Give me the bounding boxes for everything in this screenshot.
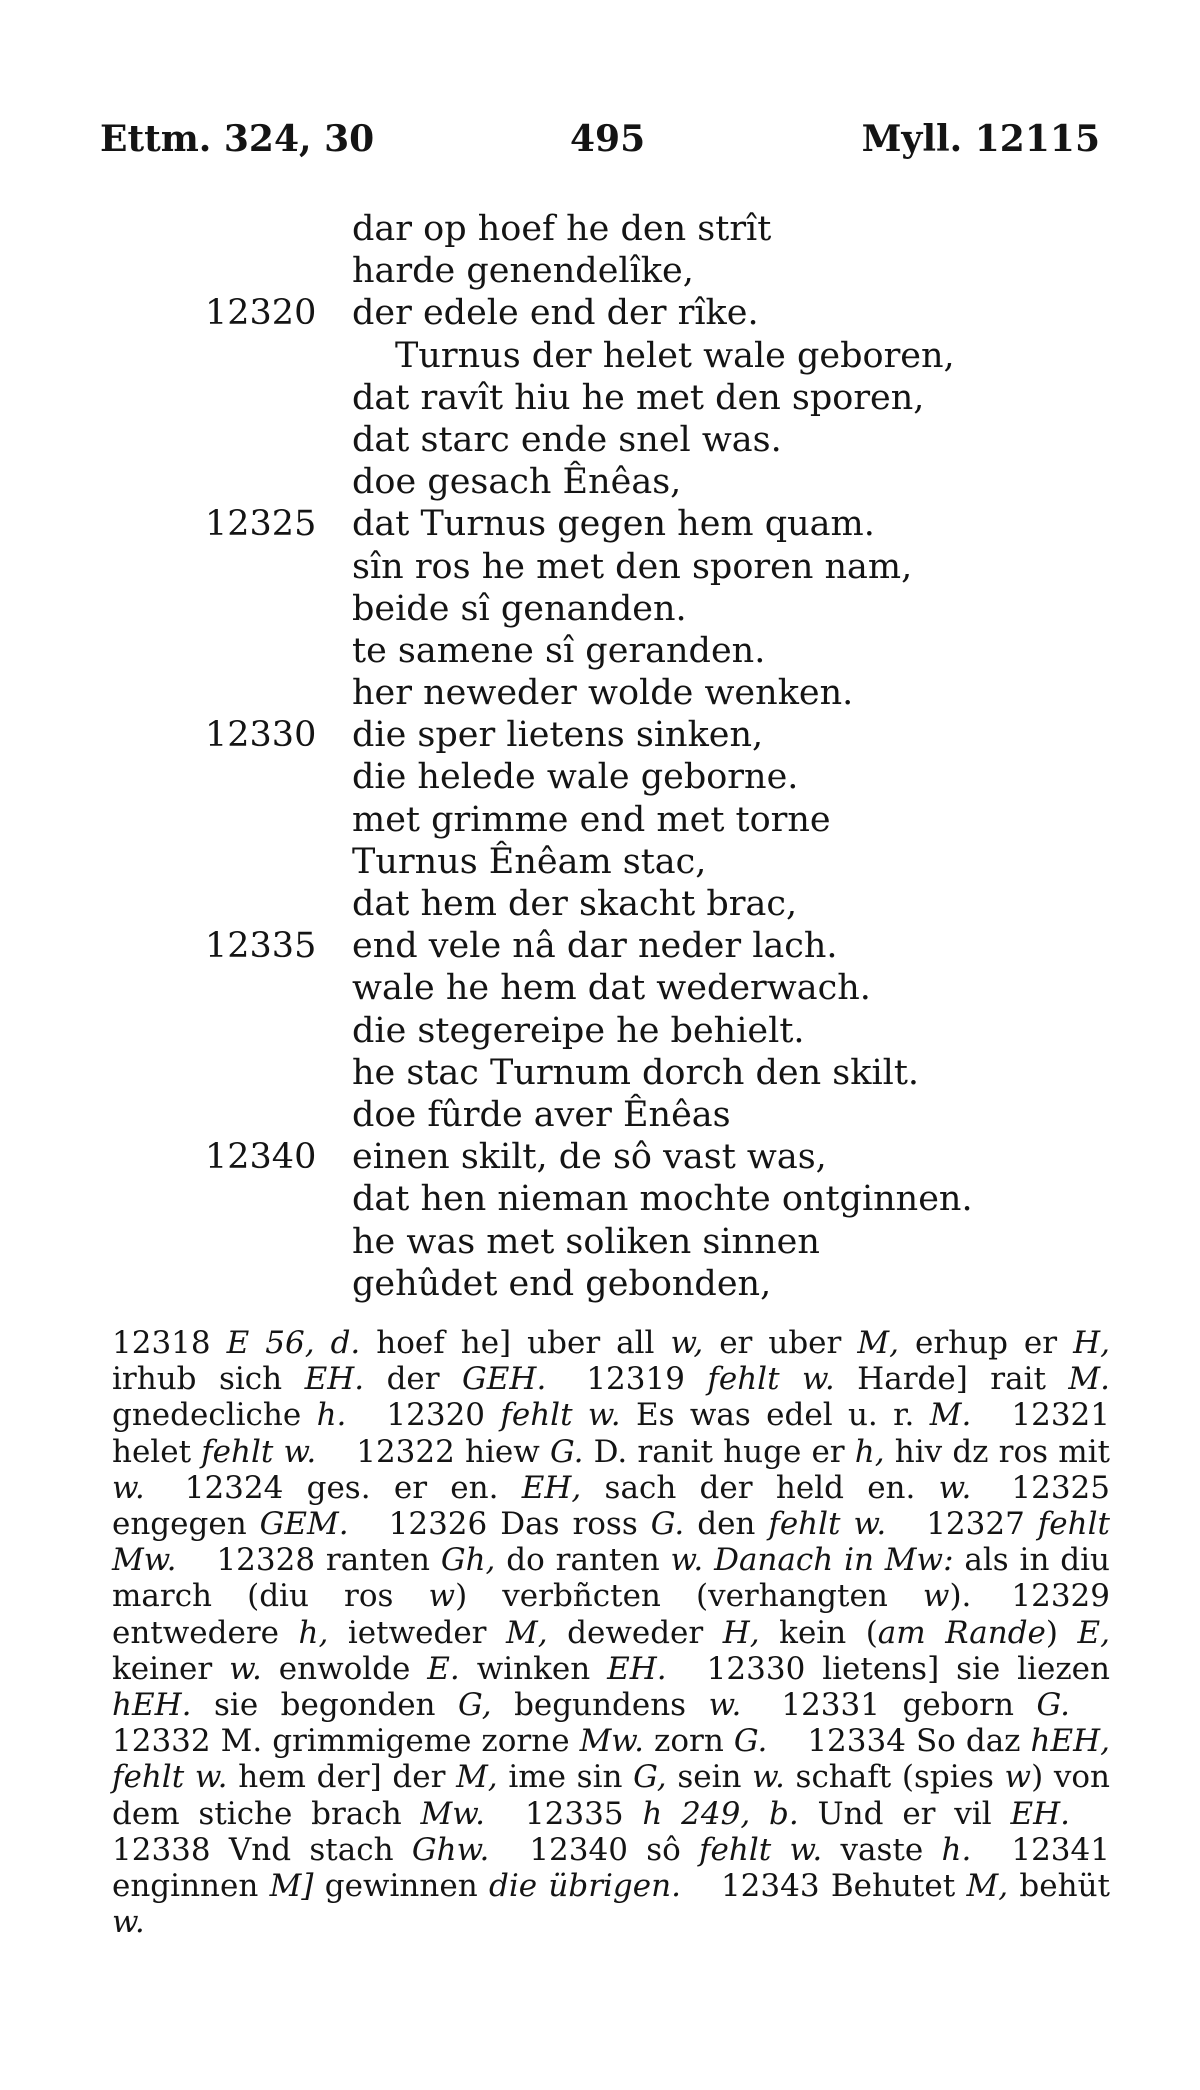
verse-line [0, 461, 1200, 503]
verse-line [0, 335, 1200, 377]
apparatus-text: irhub sich [112, 1361, 305, 1398]
apparatus-text: 12331 geborn [781, 1687, 1037, 1724]
apparatus-text: ime sin [497, 1759, 634, 1796]
siglum-italic: hEH, fehlt w. [112, 1723, 1110, 1796]
siglum-italic: EH. [1010, 1795, 1070, 1832]
verse-text-line: he was met soliken sinnen [352, 1221, 820, 1262]
apparatus-entry [185, 1470, 972, 1506]
verse-text-line: dat starc ende snel was. [352, 419, 782, 460]
apparatus-text: begundens [491, 1687, 709, 1724]
siglum-italic: w. [112, 1904, 145, 1941]
critical-apparatus [112, 1325, 1110, 1940]
verse-line [0, 1178, 1200, 1220]
siglum-italic: w. [229, 1650, 262, 1687]
apparatus-text: als in diu march (diu ros [112, 1542, 1111, 1615]
siglum-italic: Ghw. [411, 1831, 490, 1868]
apparatus-text: schaft (spies [784, 1759, 1005, 1796]
siglum-italic: M. [929, 1397, 972, 1434]
verse-text-line: dat Turnus gegen hem quam. [352, 504, 875, 545]
siglum-italic: fehlt w. [201, 1433, 317, 1470]
siglum-italic: fehlt w. [707, 1361, 835, 1398]
verse-text-line: die stegereipe he behielt. [352, 1010, 805, 1051]
verse-line [0, 588, 1200, 630]
siglum-italic: M. [1068, 1361, 1110, 1398]
siglum-italic: G. [733, 1723, 768, 1760]
verse-text-line: Turnus Ênêam stac, [352, 841, 707, 882]
verse-text-line: dat ravît hiu he met den sporen, [352, 377, 925, 418]
header-right-reference: Myll. 12115 [861, 118, 1100, 160]
verse-line [0, 1263, 1200, 1305]
verse-text-line: dat hem der skacht brac, [352, 884, 798, 924]
apparatus-text: 12324 ges. er en. [184, 1469, 522, 1506]
line-number: 12320 [205, 293, 317, 334]
apparatus-text: 12338 Vnd stach [112, 1831, 412, 1868]
apparatus-text: Harde] rait [834, 1361, 1069, 1398]
page-number: 495 [570, 118, 646, 160]
apparatus-text: keiner [112, 1650, 230, 1687]
verse-line [0, 1052, 1200, 1094]
siglum-italic: fehlt w. [699, 1831, 823, 1868]
verse-text-line: die sper lietens sinken, [352, 715, 764, 756]
siglum-italic: h 249, b. [642, 1795, 799, 1832]
apparatus-text: ) verbñcten (verhangten [455, 1578, 923, 1615]
siglum-italic: G. [549, 1433, 584, 1470]
apparatus-text: 12321 helet [112, 1397, 1110, 1470]
apparatus-text: do ranten [495, 1542, 671, 1579]
apparatus-text: 12329 entwedere [112, 1578, 1111, 1651]
verse-text-line: met grimme end met torne [352, 799, 831, 840]
siglum-italic: EH. [607, 1650, 667, 1687]
verse-line [0, 1136, 1200, 1178]
siglum-italic: w. [708, 1687, 742, 1724]
verse-text-line: Turnus der helet wale geboren, [395, 335, 955, 376]
apparatus-text: Und er vil [798, 1795, 1011, 1832]
apparatus-text: 12341 enginnen [112, 1831, 1110, 1905]
apparatus-text: hem der] der [227, 1759, 457, 1796]
apparatus-text: 12340 sô [529, 1831, 700, 1868]
apparatus-text: Es was edel u. r. [620, 1397, 930, 1434]
siglum-italic: fehlt w. [768, 1506, 887, 1543]
apparatus-text: 12322 hiew [356, 1433, 550, 1470]
siglum-italic: G. [1036, 1687, 1070, 1724]
siglum-italic: M, [506, 1614, 548, 1651]
verse-text-line: he stac Turnum dorch den skilt. [352, 1052, 920, 1093]
apparatus-text: 12327 [926, 1506, 1038, 1543]
apparatus-text: ietweder [328, 1614, 507, 1651]
siglum-italic: Mw. [579, 1723, 645, 1760]
verse-line [0, 756, 1200, 798]
apparatus-entry [525, 1796, 1070, 1832]
siglum-italic: w. [112, 1469, 145, 1506]
siglum-italic: die übrigen. [488, 1868, 681, 1905]
siglum-italic: M] [269, 1868, 314, 1905]
verse-text-line: wale he hem dat wederwach. [352, 968, 871, 1009]
apparatus-text: 12335 [524, 1795, 643, 1832]
verse-text-line: her neweder wolde wenken. [352, 673, 854, 714]
apparatus-text: winken [459, 1650, 608, 1687]
siglum-italic: H, [722, 1614, 760, 1651]
verse-line [0, 250, 1200, 292]
apparatus-text: 12326 Das ross [388, 1506, 651, 1543]
apparatus-text: 12325 engegen [112, 1469, 1110, 1543]
siglum-italic: E 56, d. [226, 1325, 361, 1361]
siglum-italic: w [1004, 1759, 1032, 1796]
verse-text-line: end vele nâ dar neder lach. [352, 926, 838, 967]
siglum-italic: w. Danach in Mw: [670, 1542, 954, 1579]
siglum-italic: w [428, 1578, 456, 1615]
siglum-italic: hEH. [112, 1687, 192, 1724]
verse-text-line: der edele end der rîke. [352, 293, 759, 334]
verse-line [0, 377, 1200, 419]
verse-text-line: gehûdet end gebonden, [352, 1263, 772, 1304]
apparatus-text: gewinnen [313, 1868, 489, 1905]
verse-line [0, 503, 1200, 545]
siglum-italic: h, [854, 1433, 885, 1470]
siglum-italic: M, [966, 1868, 1009, 1905]
verse-line [0, 630, 1200, 672]
apparatus-text: ) [1045, 1614, 1078, 1651]
apparatus-text: deweder [547, 1614, 723, 1651]
siglum-italic: M, [857, 1325, 899, 1361]
apparatus-text: 12319 [586, 1361, 708, 1398]
verse-text-line: dat hen nieman mochte ontginnen. [352, 1179, 973, 1220]
siglum-italic: G. [650, 1506, 685, 1543]
verse-line [0, 208, 1200, 250]
siglum-italic: w. [938, 1469, 972, 1506]
verse-text-line: einen skilt, de sô vast was, [352, 1137, 827, 1178]
apparatus-text: 12320 [386, 1397, 501, 1434]
verse-text-line: doe fûrde aver Ênêas [352, 1094, 731, 1135]
apparatus-entry [112, 1542, 1110, 1614]
apparatus-text: behüt [1008, 1868, 1110, 1905]
apparatus-text: sein [666, 1759, 753, 1796]
apparatus-entry [386, 1397, 971, 1433]
apparatus-text: 12330 lietens] sie liezen [706, 1650, 1110, 1687]
apparatus-text: 12328 ranten [216, 1542, 441, 1579]
verse-line [0, 799, 1200, 841]
siglum-italic: G, [458, 1687, 492, 1724]
apparatus-text: enwolde [261, 1650, 428, 1687]
apparatus-entry [529, 1832, 971, 1868]
verse-line [0, 967, 1200, 1009]
siglum-italic: h. [316, 1397, 347, 1434]
apparatus-text: hoef he] uber all [360, 1325, 671, 1361]
apparatus-text: ) von dem stiche brach [112, 1759, 1111, 1832]
apparatus-text: D. ranit huge er [583, 1433, 855, 1470]
verse-line [0, 841, 1200, 883]
siglum-italic: h. [941, 1831, 972, 1868]
siglum-italic: EH, [521, 1469, 582, 1506]
verse-line [0, 1010, 1200, 1052]
apparatus-text: zorn [644, 1723, 734, 1760]
line-number: 12335 [205, 926, 317, 967]
siglum-italic: am Rande [877, 1614, 1046, 1651]
verse-line [0, 925, 1200, 967]
verse-text-line: harde genendelîke, [352, 251, 694, 292]
verse-text [0, 208, 1200, 1305]
verse-text-line: sîn ros he met den sporen nam, [352, 546, 913, 587]
verse-line [0, 883, 1200, 925]
verse-text-line: die helede wale geborne. [352, 757, 799, 798]
apparatus-entry [112, 1832, 489, 1868]
siglum-italic: GEM. [259, 1506, 349, 1543]
verse-line [0, 1094, 1200, 1136]
line-number: 12340 [205, 1137, 317, 1178]
apparatus-text: er uber [703, 1325, 858, 1361]
apparatus-text: 12318 [112, 1325, 227, 1361]
apparatus-text: der [364, 1361, 463, 1398]
apparatus-text: vaste [822, 1831, 942, 1868]
siglum-italic: fehlt w. [500, 1397, 621, 1434]
line-number: 12330 [205, 715, 317, 756]
verse-line [0, 419, 1200, 461]
verse-line [0, 292, 1200, 334]
apparatus-text: erhup er [898, 1325, 1074, 1361]
apparatus-entry [112, 1723, 767, 1759]
header-left-reference: Ettm. 324, 30 [100, 118, 375, 160]
siglum-italic: E, [1077, 1614, 1110, 1651]
apparatus-text: 12343 Behutet [720, 1868, 967, 1905]
verse-text-line: dar op hoef he den strît [352, 209, 772, 249]
apparatus-text: gnedecliche [112, 1397, 317, 1434]
apparatus-entry [781, 1687, 1070, 1723]
siglum-italic: h, [298, 1614, 329, 1651]
apparatus-text: kein ( [759, 1614, 878, 1651]
verse-text-line: beide sî genanden. [352, 588, 687, 629]
line-number: 12325 [205, 504, 317, 545]
siglum-italic: w, [670, 1325, 704, 1361]
apparatus-text: sach der held en. [581, 1469, 939, 1506]
siglum-italic: fehlt Mw. [112, 1506, 1110, 1579]
verse-line [0, 714, 1200, 756]
siglum-italic: M, [456, 1759, 498, 1796]
running-header [100, 118, 1100, 168]
verse-line [0, 1221, 1200, 1263]
apparatus-text: 12332 M. grimmigeme zorne [112, 1723, 580, 1760]
verse-line [0, 672, 1200, 714]
siglum-italic: EH. [304, 1361, 365, 1398]
apparatus-text: 12334 So daz [807, 1723, 1031, 1760]
siglum-italic: w. [752, 1759, 785, 1796]
siglum-italic: H, [1073, 1325, 1110, 1361]
siglum-italic: GEH. [462, 1361, 547, 1398]
verse-text-line: doe gesach Ênêas, [352, 462, 682, 503]
verse-text-line: te samene sî geranden. [352, 630, 766, 671]
siglum-italic: E. [427, 1650, 460, 1687]
apparatus-text: sie begonden [191, 1687, 459, 1724]
siglum-italic: Mw. [420, 1795, 485, 1832]
apparatus-text: den [684, 1506, 769, 1543]
siglum-italic: Gh, [440, 1542, 496, 1579]
apparatus-entry [389, 1506, 887, 1542]
verse-line [0, 546, 1200, 588]
siglum-italic: w [922, 1578, 950, 1615]
apparatus-text: hiv dz ros mit [884, 1433, 1110, 1470]
siglum-italic: G, [633, 1759, 667, 1796]
apparatus-text: ). [949, 1578, 972, 1615]
